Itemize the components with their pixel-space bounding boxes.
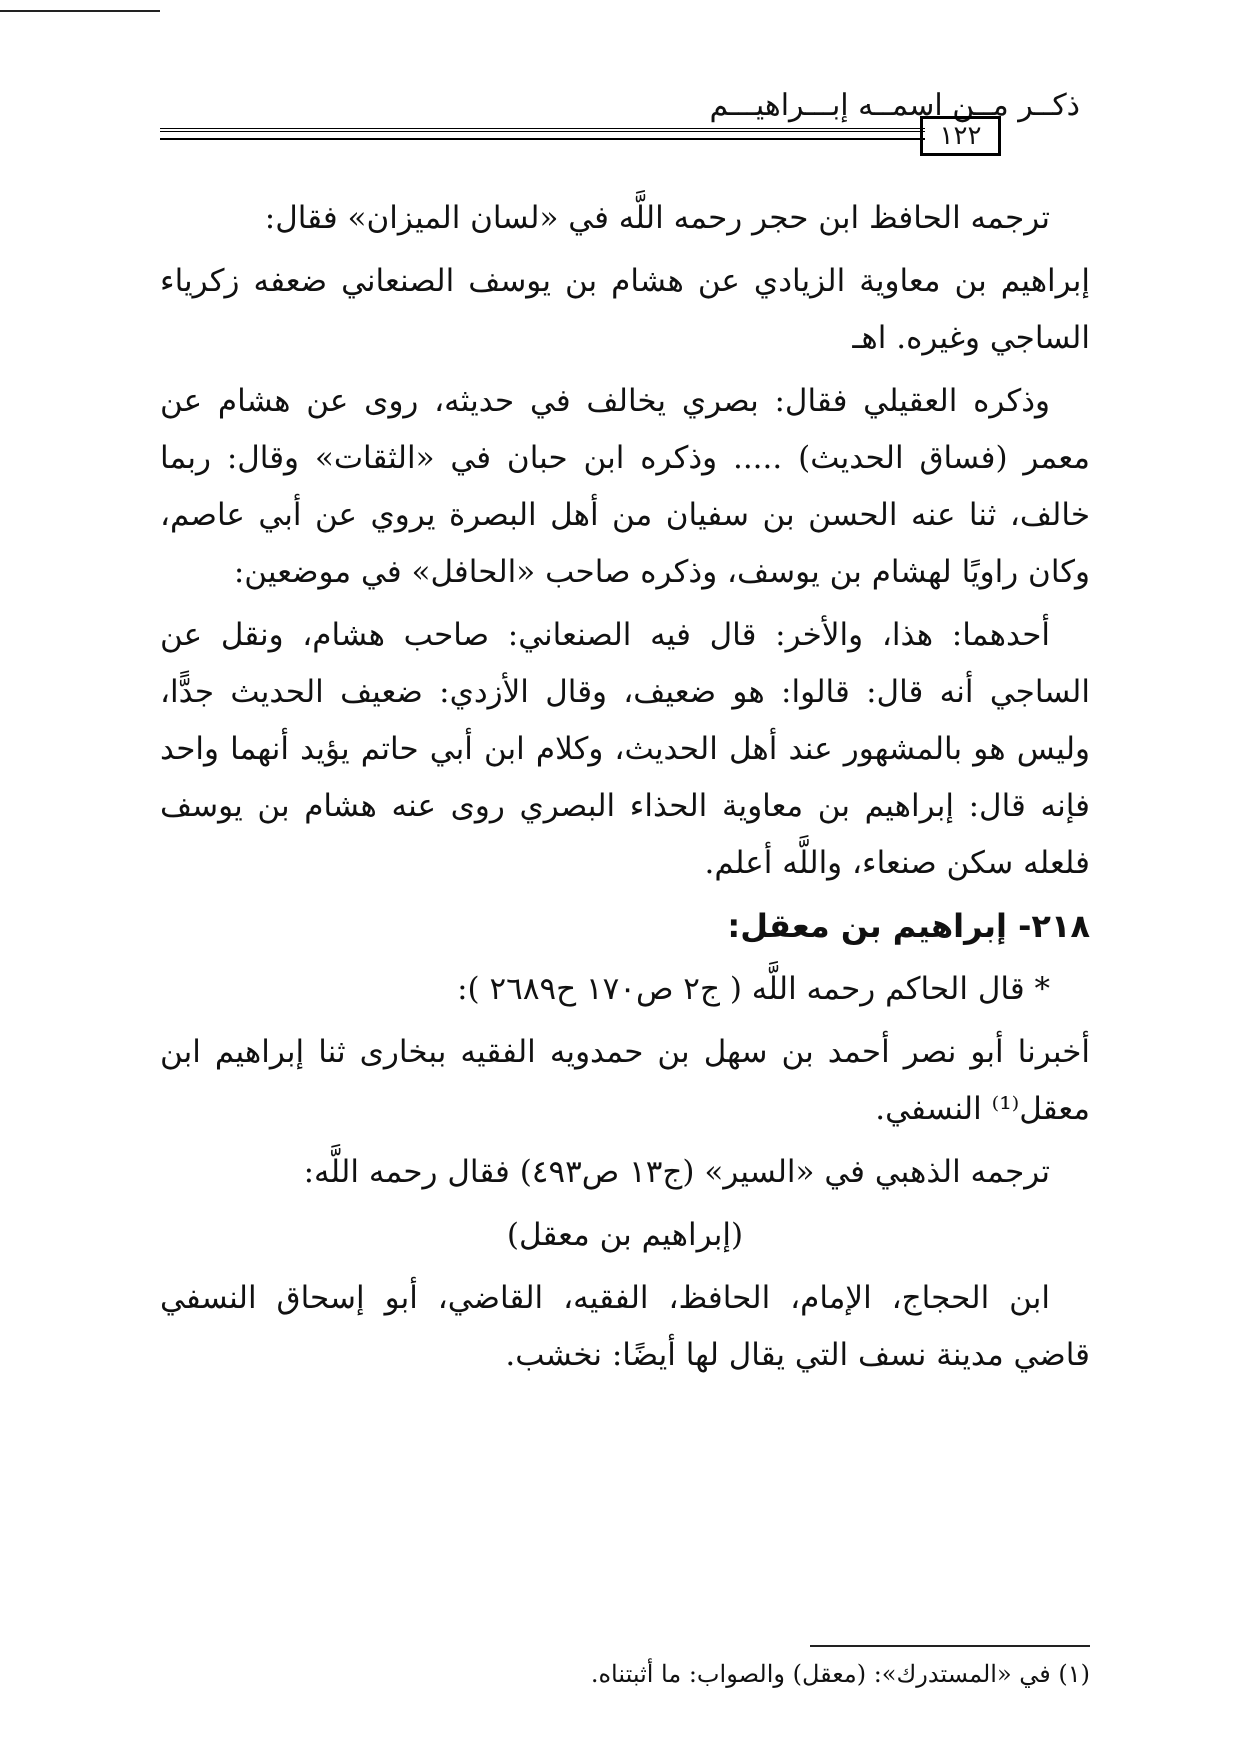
paragraph-2: إبراهيم بن معاوية الزيادي عن هشام بن يوسف الصنعاني ضعفه زكرياء الساجي وغيره. اهـ <box>160 263 1090 356</box>
paragraph-1: ترجمه الحافظ ابن حجر رحمه اللَّه في «لسان الميزان» فقال: <box>264 200 1050 236</box>
page-body <box>160 190 1090 1390</box>
paragraph-6: أخبرنا أبو نصر أحمد بن سهل بن حمدويه الفقيه ببخارى ثنا إبراهيم ابن معقل⁽¹⁾ النسفي. <box>160 1034 1090 1127</box>
page-header <box>160 80 1090 170</box>
paragraph-7: ترجمه الذهبي في «السير» (ج١٣ ص٤٩٣) فقال رحمه اللَّه: <box>303 1154 1050 1190</box>
paragraph-9: ابن الحجاج، الإمام، الحافظ، الفقيه، القاضي، أبو إسحاق النسفي قاضي مدينة نسف التي يقال لها أيضًا: نخشب. <box>160 1280 1090 1373</box>
top-left-rule <box>0 10 160 12</box>
header-rule <box>160 138 925 140</box>
section-heading: ٢١٨- إبراهيم بن معقل: <box>727 907 1090 945</box>
paragraph-4: أحدهما: هذا، والأخر: قال فيه الصنعاني: صاحب هشام، ونقل عن الساجي أنه قال: قالوا: هو ضعيف، وقال الأزدي: ضعيف الحديث جدًّا، وليس هو بالمشهور عند أهل الحديث، وكلام ابن أبي حاتم يؤيد أنهما واحد فإنه قال: إبراهيم بن معاوية الحذاء البصري روى عنه هشام بن يوسف فلعله سكن صنعاء، واللَّه أعلم. <box>160 617 1090 881</box>
paragraph-3: وذكره العقيلي فقال: بصري يخالف في حديثه، روى عن هشام عن معمر (فساق الحديث) ..... وذكره ابن حبان في «الثقات» وقال: ربما خالف، ثنا عنه الحسن بن سفيان من أهل البصرة يروي عن أبي عاصم، وكان راويًا لهشام بن يوسف، وذكره صاحب «الحافل» في موضعين: <box>160 383 1090 590</box>
header-double-rule <box>160 128 925 132</box>
page-number: ١٢٢ <box>920 116 1001 156</box>
paragraph-5: * قال الحاكم رحمه اللَّه ( ج٢ ص١٧٠ ح٢٦٨٩ ): <box>457 971 1050 1007</box>
footnote-separator <box>810 1645 1090 1647</box>
footnote: (١) في «المستدرك»: (معقل) والصواب: ما أثبتناه. <box>590 1660 1090 1688</box>
running-title: ذكــر مــن اسمــه إبـــراهيـــم <box>709 88 1080 123</box>
paragraph-8: (إبراهيم بن معقل) <box>506 1217 744 1253</box>
